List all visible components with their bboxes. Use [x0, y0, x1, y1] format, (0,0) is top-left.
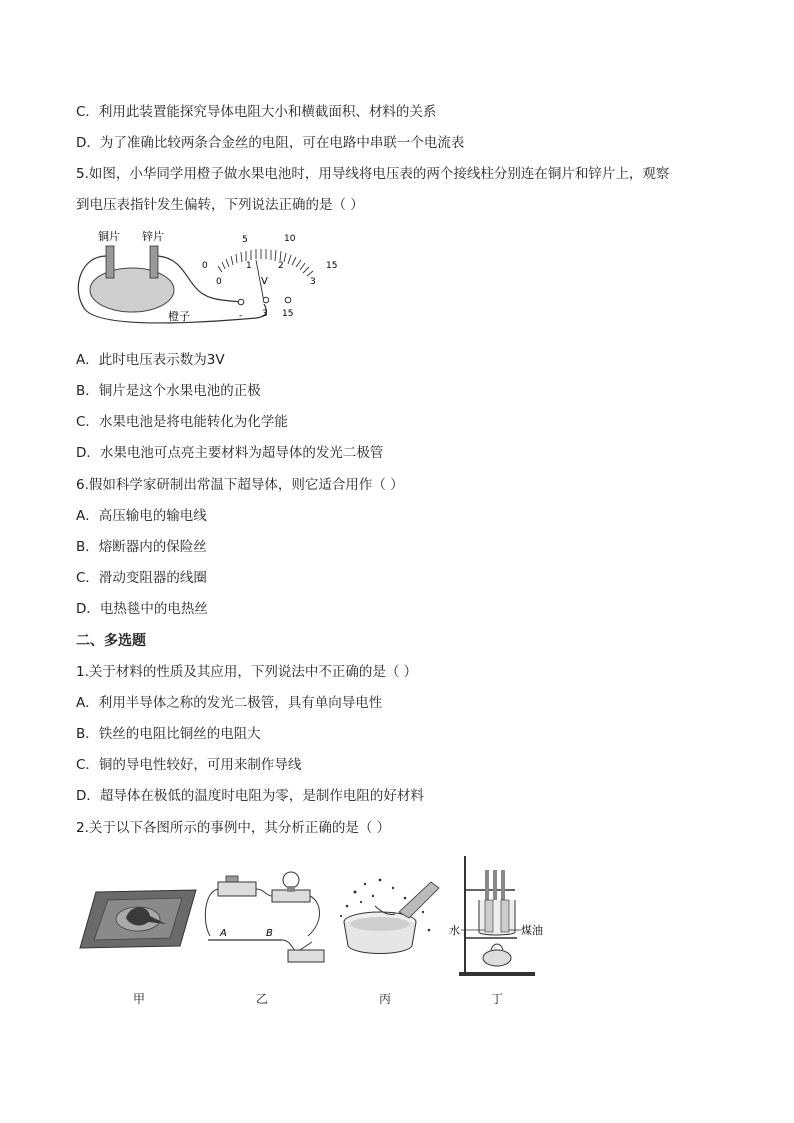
terminal-minus-label: -	[239, 311, 243, 321]
meter-scale	[218, 249, 313, 276]
m1-option-a: A．利用半导体之称的发光二极管，具有单向导电性	[76, 695, 383, 711]
m1-option-b: B．铁丝的电阻比铜丝的电阻大	[76, 726, 261, 742]
q5-option-a: A．此时电压表示数为3V	[76, 352, 225, 368]
q5-option-b: B．铜片是这个水果电池的正极	[76, 383, 261, 399]
terminal-15-label: 15	[282, 309, 294, 319]
terminal-3-label: 3	[262, 309, 268, 319]
scale-top-0: 0	[202, 261, 208, 271]
caption-ding: 丁	[491, 992, 504, 1006]
figure-jia-sinan	[78, 882, 198, 952]
scale-top-15: 15	[326, 261, 338, 271]
question-6-stem: 6.假如科学家研制出常温下超导体，则它适合用作（ ）	[76, 477, 404, 493]
q6-option-d: D．电热毯中的电热丝	[76, 601, 208, 617]
scale-bottom-0: 0	[216, 277, 222, 287]
label-kerosene: 煤油	[521, 924, 543, 937]
q5-option-c: C．水果电池是将电能转化为化学能	[76, 414, 288, 430]
scale-top-10: 10	[284, 234, 296, 244]
meter-unit: V	[261, 276, 268, 287]
section-heading: 二、多选题	[76, 633, 146, 649]
fruit-battery-figure	[76, 228, 356, 328]
question-5-stem-2: 到电压表指针发生偏转，下列说法正确的是（ ）	[76, 197, 364, 213]
option-d-line: D．为了准确比较两条合金丝的电阻，可在电路中串联一个电流表	[76, 135, 465, 151]
scale-bottom-3: 3	[310, 277, 316, 287]
m1-option-d: D．超导体在极低的温度时电阻为零，是制作电阻的好材料	[76, 788, 424, 804]
caption-yi: 乙	[256, 992, 269, 1006]
zinc-label: 锌片	[142, 230, 164, 243]
multi-question-2-stem: 2.关于以下各图所示的事例中，其分析正确的是（ ）	[76, 820, 391, 836]
q5-option-d: D．水果电池可点亮主要材料为超导体的发光二极管	[76, 445, 384, 461]
figure-bing-basin	[335, 872, 445, 962]
figure-yi-circuit	[200, 862, 330, 968]
scale-bottom-1: 1	[246, 261, 252, 271]
q6-option-c: C．滑动变阻器的线圈	[76, 570, 207, 586]
copper-plate	[106, 246, 114, 278]
caption-jia: 甲	[133, 992, 146, 1006]
caption-bing: 丙	[379, 992, 392, 1006]
copper-label: 铜片	[98, 230, 120, 243]
terminal-3	[263, 297, 269, 303]
m1-option-c: C．铜的导电性较好，可用来制作导线	[76, 757, 302, 773]
terminal-15	[285, 297, 291, 303]
option-c-line: C．利用此装置能探究导体电阻大小和横截面积、材料的关系	[76, 104, 437, 120]
orange-shape	[90, 268, 174, 312]
label-wire-b: B	[266, 928, 273, 939]
scale-bottom-2: 2	[278, 261, 284, 271]
scale-top-5: 5	[242, 235, 248, 245]
q6-option-a: A．高压输电的输电线	[76, 508, 207, 524]
label-water: 水	[449, 924, 460, 937]
question-5-stem-1: 5.如图，小华同学用橙子做水果电池时，用导线将电压表的两个接线柱分别连在铜片和锌片上，观察	[76, 166, 670, 182]
multi-question-1-stem: 1.关于材料的性质及其应用，下列说法中不正确的是（ ）	[76, 664, 418, 680]
terminal-minus	[238, 299, 244, 305]
figure-ding-apparatus	[445, 850, 555, 980]
q6-option-b: B．熔断器内的保险丝	[76, 539, 207, 555]
orange-label: 橙子	[168, 310, 190, 323]
zinc-plate	[150, 246, 158, 278]
label-wire-a: A	[220, 928, 227, 939]
